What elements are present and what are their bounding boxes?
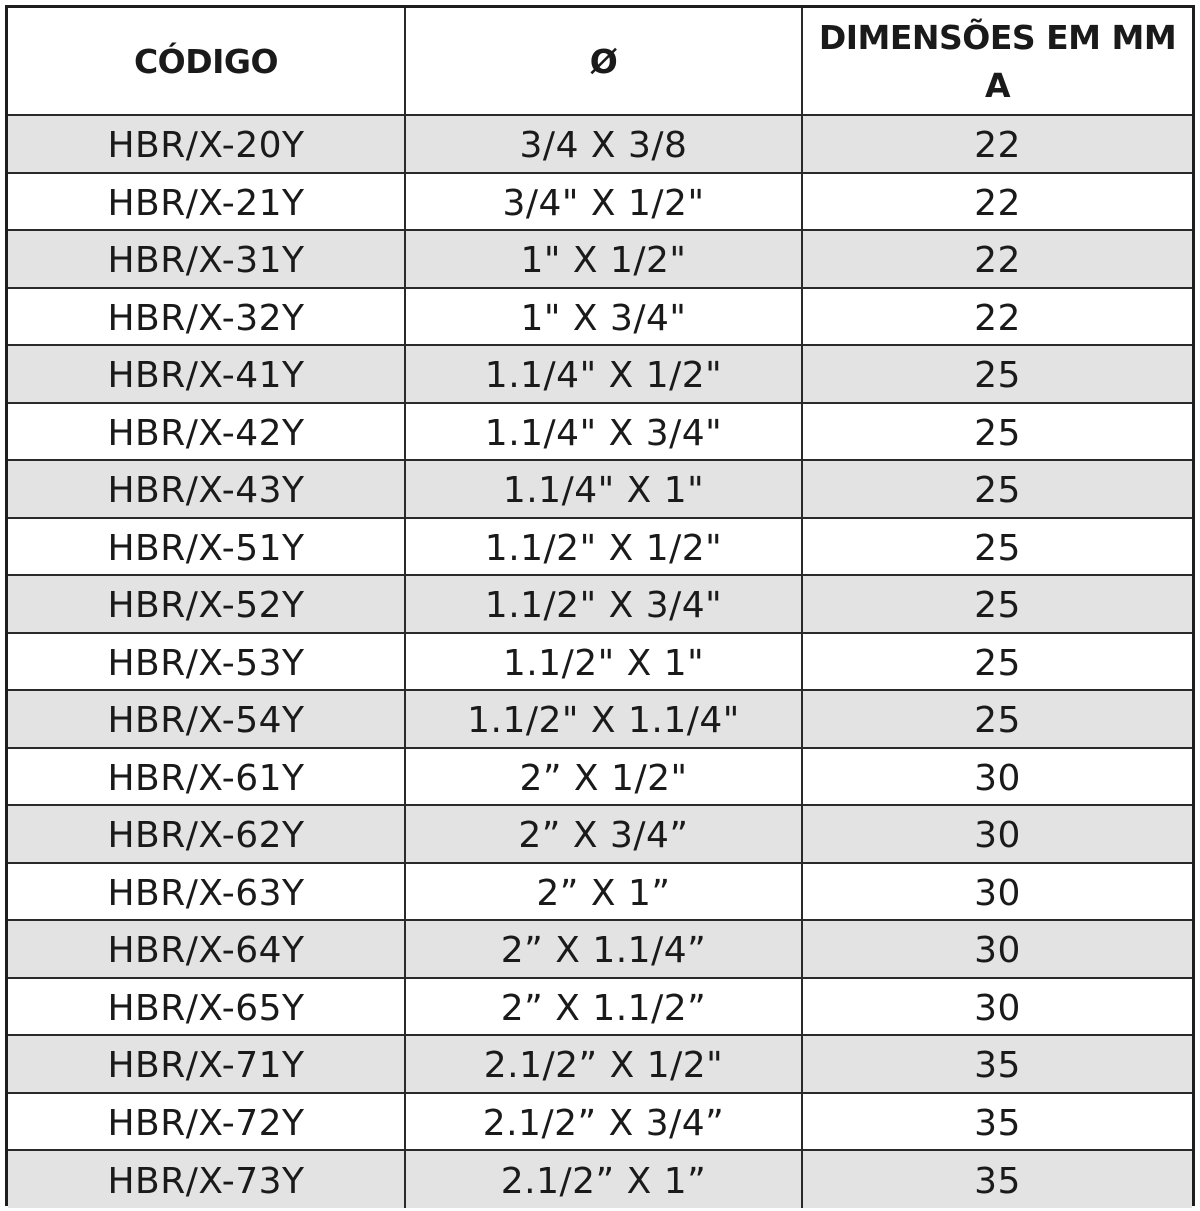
cell-code: HBR/X-52Y [8, 575, 405, 633]
cell-diameter: 1.1/4" X 1/2" [405, 345, 802, 403]
header-dimensions-title: DIMENSÕES EM MM [818, 18, 1177, 57]
table-row [8, 460, 1192, 518]
cell-diameter: 1.1/2" X 1" [405, 633, 802, 691]
product-table-frame [5, 5, 1195, 1206]
product-dimensions-table [8, 8, 1192, 1208]
table-row [8, 863, 1192, 921]
header-code: CÓDIGO [8, 8, 405, 115]
table-row [8, 690, 1192, 748]
cell-diameter: 2” X 1.1/4” [405, 920, 802, 978]
cell-dimension-a: 25 [802, 460, 1192, 518]
cell-code: HBR/X-73Y [8, 1150, 405, 1208]
table-row [8, 1035, 1192, 1093]
cell-diameter: 2” X 1.1/2” [405, 978, 802, 1036]
cell-diameter: 1.1/4" X 1" [405, 460, 802, 518]
cell-diameter: 2” X 1/2" [405, 748, 802, 806]
header-dimensions-sub: A [984, 66, 1011, 105]
cell-diameter: 1.1/2" X 3/4" [405, 575, 802, 633]
cell-code: HBR/X-72Y [8, 1093, 405, 1151]
cell-diameter: 1.1/4" X 3/4" [405, 403, 802, 461]
table-row [8, 230, 1192, 288]
table-row [8, 403, 1192, 461]
cell-dimension-a: 22 [802, 115, 1192, 173]
cell-dimension-a: 30 [802, 748, 1192, 806]
header-row [8, 8, 1192, 115]
cell-dimension-a: 22 [802, 173, 1192, 231]
table-row [8, 805, 1192, 863]
cell-diameter: 2” X 1” [405, 863, 802, 921]
table-row [8, 345, 1192, 403]
cell-code: HBR/X-21Y [8, 173, 405, 231]
cell-dimension-a: 25 [802, 518, 1192, 576]
cell-code: HBR/X-54Y [8, 690, 405, 748]
cell-dimension-a: 30 [802, 920, 1192, 978]
cell-code: HBR/X-65Y [8, 978, 405, 1036]
table-row [8, 173, 1192, 231]
cell-code: HBR/X-61Y [8, 748, 405, 806]
cell-dimension-a: 25 [802, 575, 1192, 633]
header-diameter: Ø [405, 8, 802, 115]
cell-code: HBR/X-63Y [8, 863, 405, 921]
cell-dimension-a: 35 [802, 1093, 1192, 1151]
cell-code: HBR/X-53Y [8, 633, 405, 691]
table-row [8, 920, 1192, 978]
cell-code: HBR/X-43Y [8, 460, 405, 518]
table-row [8, 288, 1192, 346]
cell-dimension-a: 30 [802, 805, 1192, 863]
cell-code: HBR/X-32Y [8, 288, 405, 346]
cell-code: HBR/X-31Y [8, 230, 405, 288]
cell-dimension-a: 30 [802, 978, 1192, 1036]
header-dimensions [802, 8, 1192, 115]
table-row [8, 575, 1192, 633]
cell-dimension-a: 25 [802, 345, 1192, 403]
table-row [8, 518, 1192, 576]
cell-diameter: 1.1/2" X 1/2" [405, 518, 802, 576]
cell-code: HBR/X-41Y [8, 345, 405, 403]
cell-dimension-a: 35 [802, 1035, 1192, 1093]
cell-dimension-a: 22 [802, 230, 1192, 288]
cell-diameter: 2” X 3/4” [405, 805, 802, 863]
cell-code: HBR/X-64Y [8, 920, 405, 978]
cell-code: HBR/X-42Y [8, 403, 405, 461]
table-row [8, 1093, 1192, 1151]
cell-dimension-a: 25 [802, 690, 1192, 748]
cell-code: HBR/X-20Y [8, 115, 405, 173]
table-row [8, 633, 1192, 691]
cell-diameter: 1" X 3/4" [405, 288, 802, 346]
cell-code: HBR/X-62Y [8, 805, 405, 863]
table-row [8, 115, 1192, 173]
cell-diameter: 2.1/2” X 1/2" [405, 1035, 802, 1093]
cell-diameter: 2.1/2” X 3/4” [405, 1093, 802, 1151]
cell-code: HBR/X-51Y [8, 518, 405, 576]
cell-dimension-a: 25 [802, 403, 1192, 461]
table-body [8, 115, 1192, 1208]
cell-diameter: 1" X 1/2" [405, 230, 802, 288]
cell-dimension-a: 22 [802, 288, 1192, 346]
cell-code: HBR/X-71Y [8, 1035, 405, 1093]
cell-dimension-a: 25 [802, 633, 1192, 691]
table-row [8, 1150, 1192, 1208]
cell-diameter: 1.1/2" X 1.1/4" [405, 690, 802, 748]
cell-diameter: 2.1/2” X 1” [405, 1150, 802, 1208]
table-row [8, 748, 1192, 806]
cell-dimension-a: 35 [802, 1150, 1192, 1208]
table-row [8, 978, 1192, 1036]
cell-diameter: 3/4 X 3/8 [405, 115, 802, 173]
cell-diameter: 3/4" X 1/2" [405, 173, 802, 231]
cell-dimension-a: 30 [802, 863, 1192, 921]
table-header [8, 8, 1192, 115]
